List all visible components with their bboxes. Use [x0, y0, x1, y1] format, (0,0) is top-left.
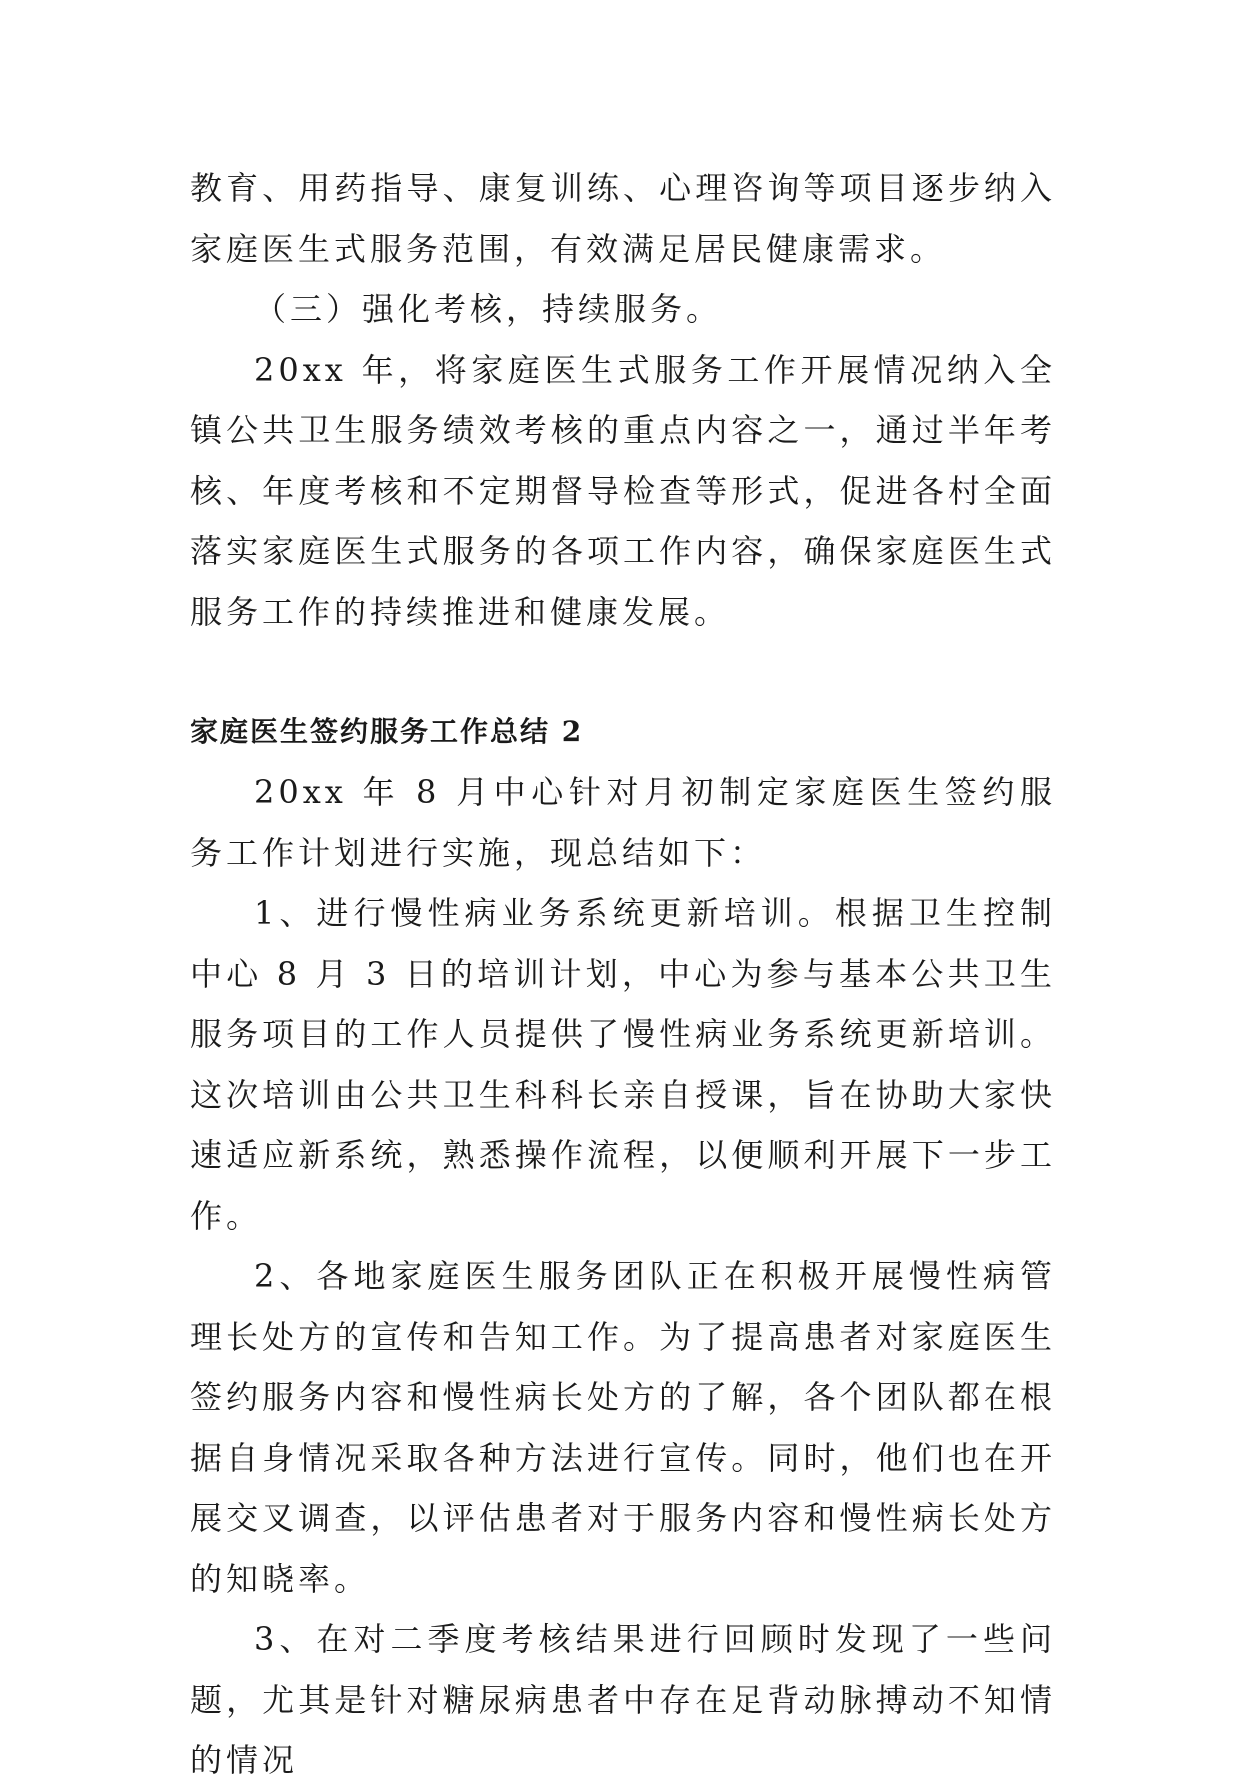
paragraph-intro: 20xx 年 8 月中心针对月初制定家庭医生签约服务工作计划进行实施，现总结如下：	[190, 773, 1056, 872]
sub-heading-assessment: （三）强化考核，持续服务。	[254, 290, 723, 328]
document-body	[190, 158, 1056, 1791]
section-title: 家庭医生签约服务工作总结 2	[190, 715, 584, 748]
paragraph-continued: 教育、用药指导、康复训练、心理咨询等项目逐步纳入家庭医生式服务范围，有效满足居民健康需求。	[190, 169, 1056, 268]
paragraph-item-2: 2、各地家庭医生服务团队正在积极开展慢性病管理长处方的宣传和告知工作。为了提高患者对家庭医生签约服务内容和慢性病长处方的了解，各个团队都在根据自身情况采取各种方法进行宣传。同时，他们也在开展交叉调查，以评估患者对于服务内容和慢性病长处方的知晓率。	[190, 1257, 1056, 1598]
paragraph-assessment: 20xx 年，将家庭医生式服务工作开展情况纳入全镇公共卫生服务绩效考核的重点内容之一，通过半年考核、年度考核和不定期督导检查等形式，促进各村全面落实家庭医生式服务的各项工作内容，确保家庭医生式服务工作的持续推进和健康发展。	[190, 350, 1056, 631]
paragraph-item-1: 1、进行慢性病业务系统更新培训。根据卫生控制中心 8 月 3 日的培训计划，中心为参与基本公共卫生服务项目的工作人员提供了慢性病业务系统更新培训。这次培训由公共卫生科科长亲自授课，旨在协助大家快速适应新系统，熟悉操作流程，以便顺利开展下一步工作。	[190, 894, 1056, 1235]
paragraph-item-3: 3、在对二季度考核结果进行回顾时发现了一些问题，尤其是针对糖尿病患者中存在足背动脉搏动不知情的情况	[190, 1620, 1056, 1779]
